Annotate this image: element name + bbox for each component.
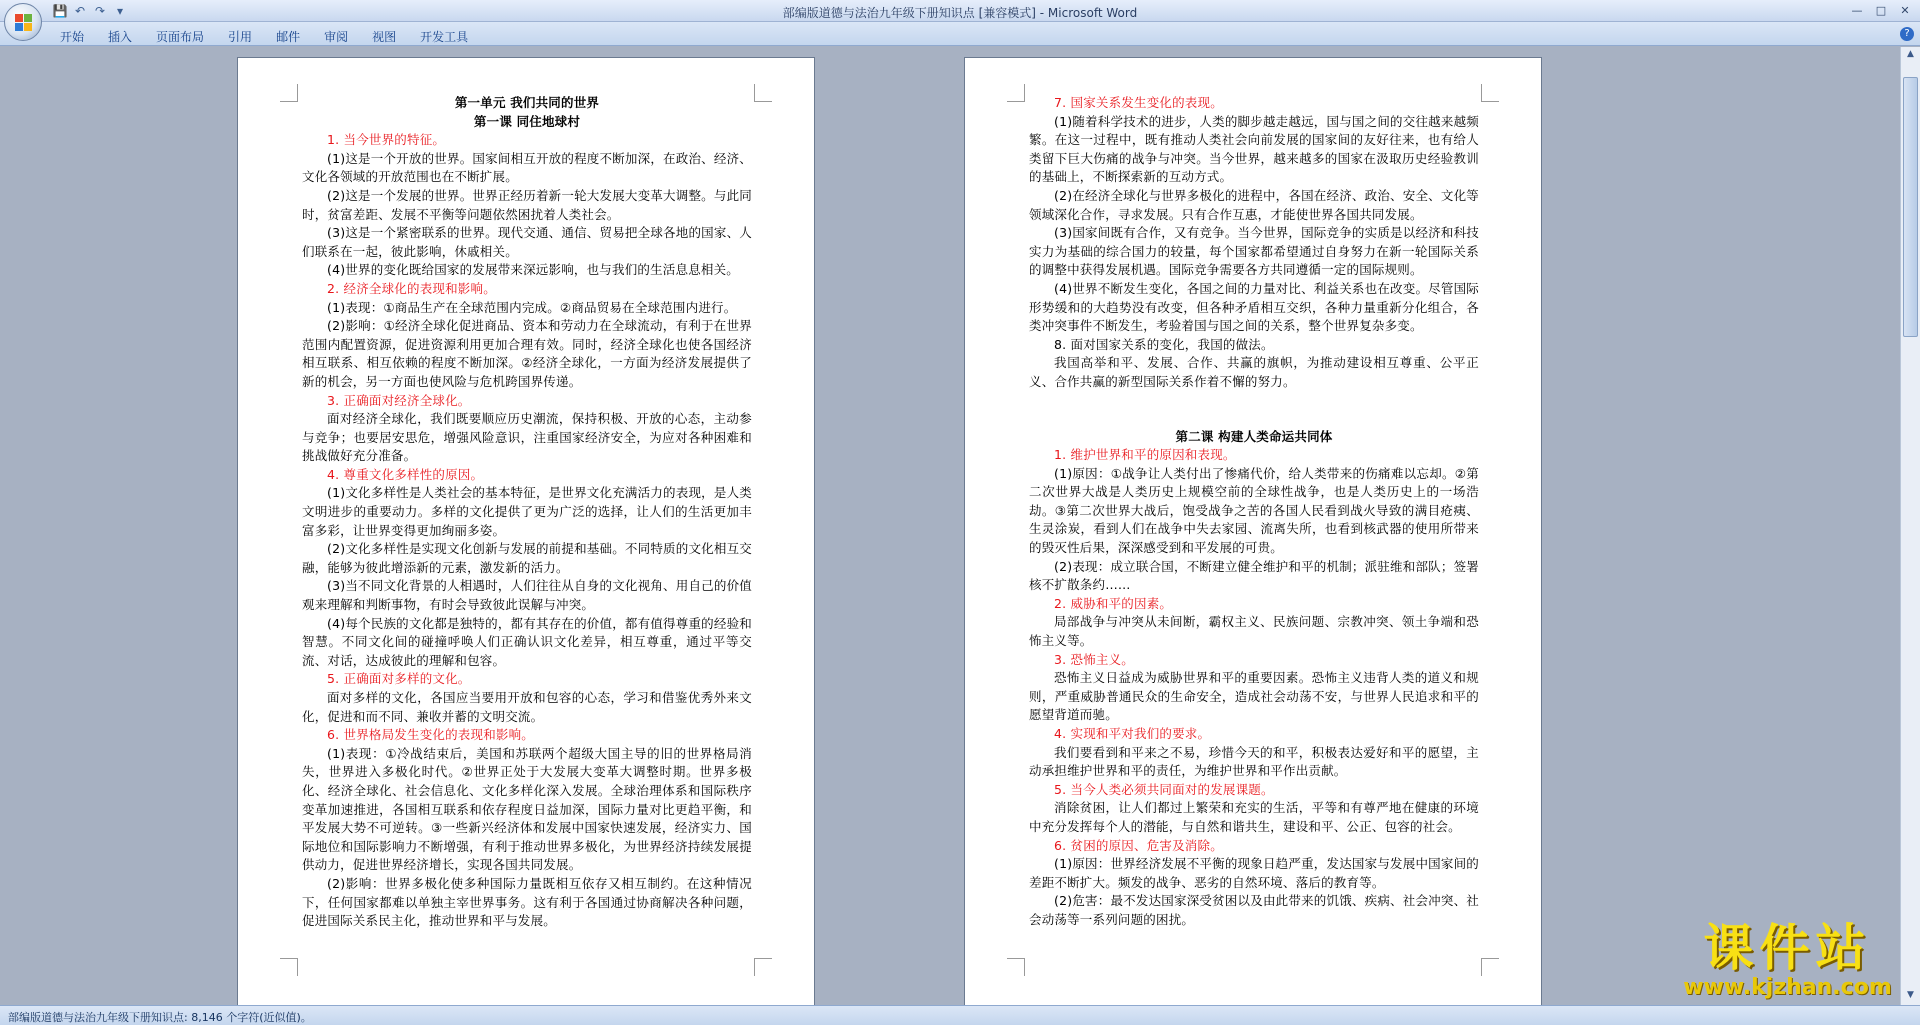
paragraph: (2)影响：世界多极化使多种国际力量既相互依存又相互制约。在这种情况下，任何国家都难以单独主宰世界事务。这有利于各国通过协商解决各种问题，促进国际关系民主化，推动世界和平与发展。 <box>302 875 752 929</box>
crop-mark <box>1007 84 1025 102</box>
scroll-up-icon[interactable]: ▲ <box>1907 49 1914 59</box>
tab-insert[interactable]: 插入 <box>108 30 133 44</box>
crop-mark <box>1481 84 1499 102</box>
window-title: 部编版道德与法治九年级下册知识点 [兼容模式] - Microsoft Word <box>782 6 1138 20</box>
paragraph: (2)危害：最不发达国家深受贫困以及由此带来的饥饿、疾病、社会冲突、社会动荡等一系列问题的困扰。 <box>1029 893 1479 927</box>
paragraph: (2)这是一个发展的世界。世界正经历着新一轮大发展大变革大调整。与此同时，贫富差距、发展不平衡等问题依然困扰着人类社会。 <box>302 187 752 222</box>
crop-mark <box>1481 958 1499 976</box>
paragraph: (2)影响：①经济全球化促进商品、资本和劳动力在全球流动，有利于在世界范围内配置资源，促进资源利用更加合理有效。同时，经济全球化也使各国经济相互联系、相互依赖的程度不断加深。②经济全球化，一方面为经济发展提供了新的机会，另一方面也使风险与危机跨国界传递。 <box>302 318 752 389</box>
tab-developer[interactable]: 开发工具 <box>420 30 469 44</box>
paragraph: (4)世界的变化既给国家的发展带来深远影响，也与我们的生活息息相关。 <box>327 262 740 278</box>
save-icon[interactable]: 💾 <box>52 4 68 18</box>
minimize-icon[interactable]: — <box>1851 3 1863 17</box>
window-controls <box>1846 2 1916 18</box>
crop-mark <box>1007 958 1025 976</box>
crop-mark <box>754 958 772 976</box>
paragraph: (1)原因：世界经济发展不平衡的现象日趋严重，发达国家与发展中国家间的差距不断扩大。频发的战争、恶劣的自然环境、落后的教育等。 <box>1029 856 1479 890</box>
blank-line <box>1029 392 1479 410</box>
crop-mark <box>280 958 298 976</box>
point-heading: 3. 正确面对经济全球化。 <box>327 392 471 408</box>
tab-review[interactable]: 审阅 <box>324 30 349 44</box>
vertical-scrollbar[interactable] <box>1900 47 1920 1005</box>
point-heading: 5. 当今人类必须共同面对的发展课题。 <box>1054 781 1274 797</box>
page-text-left <box>302 94 752 931</box>
help-icon[interactable]: ? <box>1900 27 1914 41</box>
title-bar <box>0 0 1920 22</box>
paragraph: (1)表现：①冷战结束后，美国和苏联两个超级大国主导的旧的世界格局消失，世界进入多极化时代。②世界正处于大发展大变革大调整时期。世界多极化、经济全球化、社会信息化、文化多样化深入发展。全球治理体系和国际秩序变革加速推进，各国相互联系和依存程度日益加深，国际力量对比更趋平衡，和平发展大势不可逆转。③一些新兴经济体和发展中国家快速发展，经济实力、国际地位和国际影响力不断增强，有利于推动世界多极化，为世界经济持续发展提供动力，促进世界经济增长，实现各国共同发展。 <box>302 745 752 873</box>
point-heading: 6. 世界格局发生变化的表现和影响。 <box>327 727 535 743</box>
document-area[interactable] <box>0 47 1900 1005</box>
redo-icon[interactable]: ↷ <box>94 4 106 18</box>
paragraph: (2)在经济全球化与世界多极化的进程中，各国在经济、政治、安全、文化等领域深化合作，寻求发展。只有合作互惠，才能使世界各国共同发展。 <box>1029 187 1479 222</box>
paragraph: 8. 面对国家关系的变化，我国的做法。 <box>1054 336 1274 352</box>
tab-references[interactable]: 引用 <box>228 30 253 44</box>
page-text-right <box>1029 94 1479 930</box>
point-heading: 1. 当今世界的特征。 <box>327 132 446 148</box>
paragraph: (3)当不同文化背景的人相遇时，人们往往从自身的文化视角、用自己的价值观来理解和判断事物，有时会导致彼此误解与冲突。 <box>302 578 752 613</box>
close-icon[interactable]: ✕ <box>1900 3 1910 17</box>
document-page-left[interactable] <box>237 57 815 1005</box>
paragraph: (3)这是一个紧密联系的世界。现代交通、通信、贸易把全球各地的国家、人们联系在一起，彼此影响，休戚相关。 <box>302 225 752 259</box>
paragraph: (2)表现：成立联合国，不断建立健全维护和平的机制；派驻维和部队；签署核不扩散条约…… <box>1029 558 1479 593</box>
paragraph: (1)表现：①商品生产在全球范围内完成。②商品贸易在全球范围内进行。 <box>327 299 737 315</box>
watermark-logo <box>1665 920 1910 1000</box>
tab-view[interactable]: 视图 <box>372 30 397 44</box>
paragraph: 我国高举和平、发展、合作、共赢的旗帜，为推动建设相互尊重、公平正义、合作共赢的新型国际关系作着不懈的努力。 <box>1029 355 1479 389</box>
scroll-down-icon[interactable]: ▼ <box>1907 990 1914 1000</box>
paragraph: (1)随着科学技术的进步，人类的脚步越走越远，国与国之间的交往越来越频繁。在这一过程中，既有推动人类社会向前发展的国家间的友好往来，也有给人类留下巨大伤痛的战争与冲突。当今世界，越来越多的国家在汲取历史经验教训的基础上，不断探索新的互动方式。 <box>1029 113 1479 185</box>
point-heading: 6. 贫困的原因、危害及消除。 <box>1054 837 1223 853</box>
maximize-icon[interactable]: □ <box>1875 3 1887 17</box>
office-logo-icon <box>15 14 33 32</box>
paragraph: (4)每个民族的文化都是独特的，都有其存在的价值，都有值得尊重的经验和智慧。不同文化间的碰撞呼唤人们正确认识文化差异，相互尊重，通过平等交流、对话，达成彼此的理解和包容。 <box>302 615 752 668</box>
tab-mailings[interactable]: 邮件 <box>276 30 301 44</box>
point-heading: 1. 维护世界和平的原因和表现。 <box>1054 447 1236 463</box>
point-heading: 4. 尊重文化多样性的原因。 <box>327 466 484 482</box>
point-heading: 7. 国家关系发生变化的表现。 <box>1054 95 1223 110</box>
paragraph: (3)国家间既有合作，又有竞争。当今世界，国际竞争的实质是以经济和科技实力为基础的综合国力的较量，每个国家都希望通过自身努力在新一轮国际关系的调整中获得发展机遇。国际竞争需要各方共同遵循一定的国际规则。 <box>1029 225 1479 278</box>
section-heading: 第一单元 我们共同的世界 <box>454 95 600 110</box>
section-heading: 第一课 同住地球村 <box>473 113 581 129</box>
status-bar <box>0 1005 1920 1025</box>
watermark-name: 课件站 <box>1703 919 1872 977</box>
point-heading: 5. 正确面对多样的文化。 <box>327 671 471 687</box>
paragraph: (1)文化多样性是人类社会的基本特征，是世界文化充满活力的表现，是人类文明进步的重要动力。多样的文化提供了更为广泛的选择，让人们的生活更加丰富多彩，让世界变得更加绚丽多姿。 <box>302 485 752 538</box>
office-button[interactable] <box>4 3 42 41</box>
paragraph: 恐怖主义日益成为威胁世界和平的重要因素。恐怖主义违背人类的道义和规则，严重威胁普通民众的生命安全，造成社会动荡不安，与世界人民追求和平的愿望背道而驰。 <box>1029 670 1479 723</box>
paragraph: (4)世界不断发生变化，各国之间的力量对比、利益关系也在改变。尽管国际形势缓和的大趋势没有改变，但各种矛盾相互交织，各种力量重新分化组合，各类冲突事件不断发生，考验着国与国之间的关系，整个世界复杂多变。 <box>1029 280 1479 334</box>
paragraph: 面对多样的文化，各国应当要用开放和包容的心态，学习和借鉴优秀外来文化，促进和而不同、兼收并蓄的文明交流。 <box>302 690 752 724</box>
crop-mark <box>754 84 772 102</box>
tab-page-layout[interactable]: 页面布局 <box>156 30 205 44</box>
point-heading: 3. 恐怖主义。 <box>1054 651 1134 667</box>
scroll-thumb[interactable] <box>1903 77 1918 337</box>
tab-home[interactable]: 开始 <box>60 30 85 44</box>
paragraph: 局部战争与冲突从未间断，霸权主义、民族问题、宗教冲突、领土争端和恐怖主义等。 <box>1029 614 1479 649</box>
undo-icon[interactable]: ↶ <box>74 4 86 18</box>
section-heading: 第二课 构建人类命运共同体 <box>1175 428 1333 444</box>
crop-mark <box>280 84 298 102</box>
paragraph: 消除贫困，让人们都过上繁荣和充实的生活，平等和有尊严地在健康的环境中充分发挥每个人的潜能，与自然和谐共生，建设和平、公正、包容的社会。 <box>1029 800 1479 834</box>
paragraph: (2)文化多样性是实现文化创新与发展的前提和基础。不同特质的文化相互交融，能够为彼此增添新的元素，激发新的活力。 <box>302 541 752 575</box>
paragraph: 面对经济全球化，我们既要顺应历史潮流，保持积极、开放的心态，主动参与竞争；也要居安思危，增强风险意识，注重国家经济安全，为应对各种困难和挑战做好充分准备。 <box>302 411 752 464</box>
point-heading: 2. 经济全球化的表现和影响。 <box>327 280 496 296</box>
paragraph: (1)这是一个开放的世界。国家间相互开放的程度不断加深，在政治、经济、文化各领域的开放范围也在不断扩展。 <box>302 150 752 185</box>
blank-line <box>1029 410 1479 428</box>
point-heading: 4. 实现和平对我们的要求。 <box>1054 726 1211 741</box>
ribbon-tab-bar <box>0 22 1920 46</box>
watermark-url: www.kjzhan.com <box>1683 975 1892 1000</box>
document-page-right[interactable] <box>964 57 1542 1005</box>
status-word-count[interactable]: 部编版道德与法治九年级下册知识点: 8,146 个字符(近似值)。 <box>8 1011 312 1024</box>
point-heading: 2. 威胁和平的因素。 <box>1054 595 1173 611</box>
paragraph: 我们要看到和平来之不易，珍惜今天的和平，积极表达爱好和平的愿望，主动承担维护世界和平的责任，为维护世界和平作出贡献。 <box>1029 744 1479 779</box>
customize-toolbar-icon[interactable]: ▾ <box>116 4 124 18</box>
paragraph: (1)原因：①战争让人类付出了惨痛代价，给人类带来的伤痛难以忘却。②第二次世界大战是人类历史上规模空前的全球性战争，也是人类历史上的一场浩劫。③第二次世界大战后，饱受战争之苦的各国人民看到战火导致的满目疮痍、生灵涂炭，看到人们在战争中失去家园、流离失所，也看到核武器的使用所带来的毁灭性后果，深深感受到和平发展的可贵。 <box>1029 465 1479 556</box>
